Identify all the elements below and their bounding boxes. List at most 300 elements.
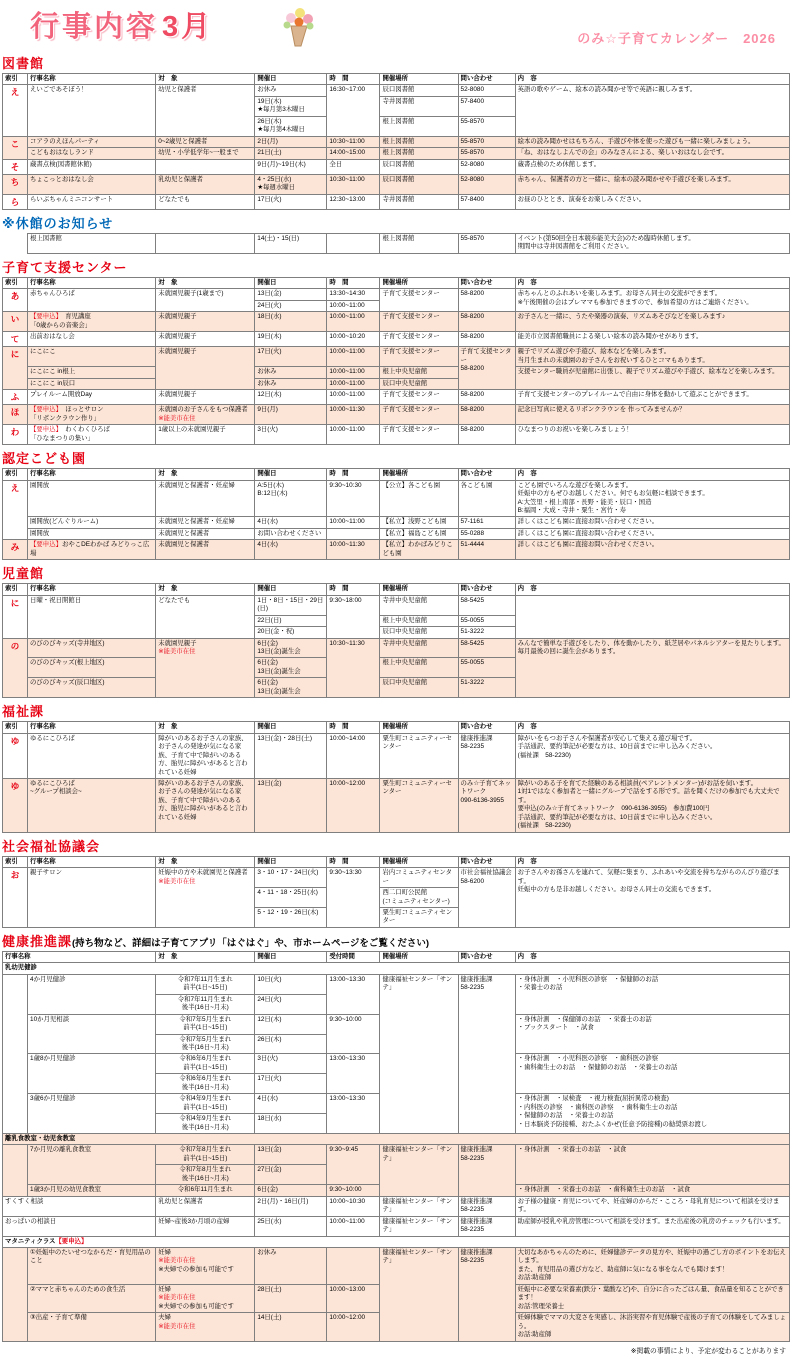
text: 6日(金)	[257, 659, 278, 667]
section-title-text: 認定こども園	[2, 451, 87, 467]
text: 14(土)・15(日)	[257, 234, 300, 242]
section-title-text: 児童館	[2, 566, 45, 582]
text: 行事名称	[5, 952, 31, 960]
column-header-cell	[3, 469, 28, 480]
text: ・身体計測 ・保健師のお話 ・栄養士のお話	[517, 1015, 652, 1023]
table-row	[3, 425, 790, 445]
table-cell	[380, 289, 458, 312]
table-cell	[156, 733, 255, 778]
table-cell	[327, 595, 380, 638]
red-text: ※能美市在住	[158, 877, 196, 885]
table-cell	[380, 627, 458, 638]
table-cell	[458, 540, 515, 560]
text: お休み	[257, 368, 277, 376]
text: 問い合わせ	[460, 723, 493, 731]
table-cell	[156, 1216, 255, 1236]
text: (福祉課 58-2230)	[517, 822, 571, 830]
text: 3歳6か月児健診	[30, 1095, 76, 1103]
text: 1対1ではなく参加者と一緒にグループで話をする形です。話を聞くだけの参加でも大丈夫です。	[517, 788, 780, 804]
text: 9:30~18:00	[329, 596, 362, 604]
text: ・栄養士のお話	[517, 984, 563, 992]
table-cell	[327, 1216, 380, 1236]
text: また、育児用品の選び方など、助産師に気になる事をなんでも聞けます！	[517, 1265, 729, 1273]
table-cell	[515, 347, 789, 367]
column-header-cell	[3, 951, 156, 962]
text: 開催日	[257, 470, 277, 478]
text: 西二口町公民館	[382, 889, 428, 897]
table-cell	[458, 116, 515, 136]
table-row	[3, 528, 790, 539]
text: 13:00~13:30	[329, 1095, 366, 1103]
table-row	[3, 405, 790, 425]
text: 索引	[5, 857, 18, 865]
table-cell	[255, 159, 327, 174]
table-cell	[255, 733, 327, 778]
table-cell	[28, 1284, 156, 1312]
table-cell	[3, 1236, 790, 1247]
text: 開催場所	[382, 470, 409, 478]
section-title-fukushika	[2, 701, 790, 720]
column-header-cell	[327, 469, 380, 480]
text: 「ひなまつりの集い」	[30, 434, 94, 442]
table-cell	[28, 390, 156, 405]
text: 51-3222	[460, 628, 485, 636]
text: 辰口図書館	[382, 160, 415, 168]
text: 22日(日)	[257, 616, 282, 624]
text: 寺井中央児童館	[382, 596, 428, 604]
table-cell	[380, 136, 458, 147]
text: 内 容	[517, 278, 537, 286]
text: こ	[10, 138, 20, 149]
table-cell	[255, 96, 327, 116]
text: ・身体計測 ・尿検査 ・視力検査(屈折異常の検査)	[517, 1095, 669, 1103]
text: イベント(第50回全日本競歩能美大会)のため臨時休館します。	[517, 234, 695, 242]
table-cell	[28, 1185, 156, 1196]
table-cell	[380, 974, 458, 1133]
text: ひなまつりのお祝いを楽しみましょう！	[517, 426, 633, 434]
text: 助産師が授乳や乳房管理について相談を受けます。また出産後の乳房のチェックも行います。	[517, 1217, 785, 1225]
text: 14:00~15:00	[329, 149, 366, 157]
column-header-cell	[3, 722, 28, 733]
text: 10:00~11:00	[329, 426, 365, 434]
section-title-text: 福祉課	[2, 704, 45, 720]
text: みんなで簡単な手遊びをしたり、体を動かしたり、紙芝居やパネルシアターを見たりします。	[517, 639, 785, 647]
table-cell	[458, 405, 515, 425]
text: ★毎月第3木曜日	[257, 106, 305, 114]
text: 辰口中央児童館	[382, 628, 428, 636]
text: 問い合わせ	[460, 585, 493, 593]
text: 58-6200	[460, 877, 485, 885]
column-header-cell	[515, 722, 789, 733]
table-cell	[28, 733, 156, 778]
section-title-shakyo	[2, 836, 790, 855]
text: 55-8570	[460, 137, 485, 145]
text: 粟生町コミュニティーセンター	[382, 734, 452, 751]
text: ちょこっとおはなし会	[30, 175, 94, 183]
column-header-cell	[515, 856, 789, 867]
text: 55-8570	[460, 149, 485, 157]
text: 3・10・17・24日(火)	[257, 869, 319, 877]
table-closure-notice	[27, 233, 790, 254]
text: 58-2235	[460, 1206, 485, 1214]
text: 1歳8か月児健診	[30, 1055, 76, 1063]
table-row	[3, 390, 790, 405]
text: 10:00~11:00	[329, 313, 365, 321]
table-cell	[28, 658, 156, 678]
table-cell	[458, 159, 515, 174]
table-row	[3, 1216, 790, 1236]
table-cell	[458, 974, 515, 1133]
table-cell	[255, 1014, 327, 1034]
text: 開催場所	[382, 75, 409, 82]
text: おっぱいの相談日	[5, 1217, 57, 1225]
text: 開催場所	[382, 723, 409, 731]
table-row	[3, 159, 790, 174]
table-cell	[255, 994, 327, 1014]
table-cell	[156, 289, 255, 312]
table-cell	[28, 974, 156, 1014]
table-cell	[380, 480, 458, 517]
text: 障がいのあるお子さんの家族、お子さんの発達が気になる家族、子育て中で障がいのある方、胎児に障がいがあると言われている妊婦	[158, 779, 248, 821]
text: 9:30~9:45	[329, 1146, 358, 1154]
table-cell	[327, 148, 380, 159]
text: 0~2歳児と保護者	[158, 137, 208, 145]
text: 13日(金)	[257, 1146, 282, 1154]
text: B:福岡・大成・寺井・粟生・宮竹・寿	[517, 507, 626, 515]
table-cell	[380, 1196, 458, 1216]
text: ゆ	[10, 780, 20, 791]
text: 20日(金・祝)	[257, 628, 295, 636]
text: 時 間	[329, 75, 349, 82]
table-cell	[255, 1313, 327, 1341]
table-cell	[28, 1313, 156, 1341]
table-cell	[156, 595, 255, 638]
text: 障がいのあるお子さんの家族、お子さんの発達が気になる家族、子育て中で障がいのある方、胎児に障がいがあると言われている妊婦	[158, 734, 248, 776]
column-header-cell	[458, 469, 515, 480]
text: 障がいのある子を育てた経験のある相談員(ペアレントメンター)がお話を伺います。	[517, 779, 758, 787]
table-row	[3, 347, 790, 367]
bouquet-icon	[277, 4, 321, 53]
text: 6日(金)	[257, 639, 278, 647]
text: 後半(16日~月末)	[181, 1123, 229, 1131]
text: 2日(月)	[257, 137, 278, 145]
text: B:12日(木)	[257, 490, 288, 498]
table-cell	[255, 888, 327, 908]
text: ・内科医の診察 ・歯科医の診察 ・歯科衛生士のお話	[517, 1103, 678, 1111]
text: 園開放(どんぐりルーム)	[30, 518, 99, 526]
text: お休み	[257, 86, 277, 94]
text: ・身体計測 ・栄養士のお話 ・歯科衛生士のお話 ・試食	[517, 1186, 691, 1194]
section-kenko-suishin	[2, 931, 790, 1342]
table-cell	[255, 194, 327, 209]
index-cell	[3, 405, 28, 425]
table-cell	[458, 1145, 515, 1196]
text: 開催日	[257, 723, 277, 731]
table-cell	[515, 289, 789, 312]
header-row	[3, 584, 790, 595]
text: 出前おはなし会	[30, 333, 75, 341]
text: 大切なあかちゃんのために、妊婦健診データの見方や、妊娠中の過ごし方のポイントをお伝えします。	[517, 1249, 786, 1265]
column-header-cell	[255, 722, 327, 733]
section-fukushika	[2, 701, 790, 832]
section-jidokan	[2, 563, 790, 698]
text: 根上図書館	[30, 234, 62, 242]
table-cell	[327, 1313, 380, 1341]
text: 25日(水)	[257, 1217, 282, 1225]
text: 対 象	[158, 857, 178, 865]
table-cell	[458, 425, 515, 445]
table-cell	[327, 312, 380, 332]
table-row	[3, 148, 790, 159]
table-cell	[28, 289, 156, 312]
table-cell	[380, 96, 458, 116]
text: 行事名称	[30, 723, 56, 731]
text: 健康推進課	[460, 975, 493, 983]
column-header-cell	[327, 584, 380, 595]
table-cell	[156, 1114, 255, 1134]
table-row	[28, 233, 790, 253]
text: 開催日	[257, 585, 277, 593]
column-header-cell	[156, 722, 255, 733]
header-row	[3, 469, 790, 480]
table-cell	[515, 1284, 789, 1312]
text: 26日(木)	[257, 117, 282, 125]
table-cell	[156, 1284, 255, 1312]
calendar-label: のみ☆子育てカレンダー 2026	[577, 31, 776, 46]
table-cell	[327, 194, 380, 209]
table-fukushika	[2, 721, 790, 832]
text: 内 容	[517, 857, 537, 865]
text: 令和6年6月生まれ	[179, 1055, 232, 1063]
table-cell	[156, 638, 255, 698]
text: そ	[10, 161, 20, 172]
table-kodomoen	[2, 468, 790, 560]
text: 10:00~12:00	[329, 1314, 366, 1322]
text: 4・25日(水)	[257, 175, 292, 183]
text: 時 間	[329, 723, 349, 731]
table-cell	[515, 1248, 789, 1285]
text: 58-8200	[460, 290, 485, 298]
table-cell	[28, 678, 156, 698]
column-header-cell	[28, 584, 156, 595]
text: 粟生町コミュニティーセンター	[382, 779, 452, 796]
table-cell	[380, 678, 458, 698]
text: 辰口図書館	[382, 86, 415, 94]
text: お	[10, 870, 20, 881]
text: 後半(16日~月末)	[181, 1043, 229, 1051]
index-cell	[3, 733, 28, 778]
text: 市社会福祉協議会	[460, 869, 512, 877]
table-cell	[380, 528, 458, 539]
index-cell	[3, 332, 28, 347]
column-header-cell	[255, 469, 327, 480]
text: 13日(金)	[257, 290, 282, 298]
table-cell	[28, 347, 156, 367]
text: 開催日	[257, 75, 277, 82]
table-cell	[327, 405, 380, 425]
text: にこにこ in辰口	[30, 379, 76, 387]
table-cell	[458, 85, 515, 96]
table-cell	[255, 116, 327, 136]
text: お休み	[257, 379, 277, 387]
text: 各こども園	[460, 481, 493, 489]
text: 4・11・18・25日(水)	[257, 889, 318, 897]
table-cell	[255, 907, 327, 927]
text: こどもおはなしランド	[30, 149, 94, 157]
table-cell	[156, 528, 255, 539]
text: に	[10, 349, 20, 360]
table-cell	[515, 1313, 789, 1341]
table-cell	[515, 778, 789, 832]
text: 10:00~11:30	[329, 406, 365, 414]
text: 令和6年11月生まれ	[177, 1186, 233, 1194]
table-row	[3, 136, 790, 147]
table-cell	[255, 378, 327, 389]
column-header-cell	[28, 469, 156, 480]
column-header-cell	[28, 722, 156, 733]
table-cell	[156, 390, 255, 405]
table-cell	[156, 1313, 255, 1341]
text: 令和4年9月生まれ	[179, 1115, 232, 1123]
index-cell	[3, 347, 28, 390]
text: 前半(1日~15日)	[183, 1154, 228, 1162]
table-row	[3, 85, 790, 96]
table-cell	[156, 136, 255, 147]
text: 索引	[5, 470, 18, 478]
table-cell	[380, 658, 458, 678]
text: 未就園児親子(1歳まで)	[158, 290, 224, 298]
table-cell	[458, 312, 515, 332]
text: 58-5425	[460, 639, 485, 647]
column-header-cell	[458, 856, 515, 867]
table-cell	[3, 1134, 790, 1145]
table-shakyo	[2, 856, 790, 928]
table-cell	[327, 517, 380, 528]
table-cell	[255, 778, 327, 832]
text: 内 容	[517, 585, 537, 593]
text: 9:30~10:00	[329, 1015, 362, 1023]
text: 12:30~13:00	[329, 195, 366, 203]
text: お子様の健康・育児についてや、妊産婦のからだ・こころ・母乳育児について相談を受けます。	[517, 1197, 780, 1214]
text: 当月生まれの未就園のお子さんをお祝いするひとコマもあります。	[517, 356, 709, 364]
text: 52-8080	[460, 160, 485, 168]
table-cell	[28, 1054, 156, 1094]
table-cell	[458, 627, 515, 638]
text: 58-8200	[460, 313, 485, 321]
text: 園開放	[30, 481, 50, 489]
text: 10:00~11:00	[329, 1217, 365, 1225]
table-cell	[380, 347, 458, 367]
text: 「ね、おはなしよんでの会」のみなさんによる、楽しいおはなし会です。	[517, 149, 728, 157]
section-title-closure-notice	[2, 213, 790, 232]
table-cell	[458, 174, 515, 194]
text: 健康推進課	[460, 1146, 493, 1154]
text: 子育て支援センター	[460, 348, 512, 364]
text: ゆ	[10, 735, 20, 746]
text: 2日(月)・16日(月)	[257, 1197, 309, 1205]
table-cell	[156, 332, 255, 347]
table-cell	[380, 332, 458, 347]
table-cell	[28, 638, 156, 658]
table-cell	[255, 528, 327, 539]
table-cell	[28, 528, 156, 539]
table-cell	[515, 1216, 789, 1236]
table-cell	[3, 1216, 156, 1236]
header-row	[3, 277, 790, 288]
text: 親子サロン	[30, 869, 62, 877]
text: 55-0288	[460, 529, 485, 537]
table-cell	[515, 233, 789, 253]
table-cell	[515, 528, 789, 539]
text: 17日(火)	[257, 1075, 282, 1083]
table-cell	[255, 233, 327, 253]
text: 未就園児親子	[158, 333, 197, 341]
text: 55-0055	[460, 659, 485, 667]
table-cell	[380, 116, 458, 136]
table-cell	[515, 1014, 789, 1054]
table-cell	[28, 85, 156, 136]
text: い	[10, 314, 20, 325]
text: 詳しくはこども園に直接お問い合わせください。	[517, 529, 659, 537]
table-cell	[156, 1074, 255, 1094]
table-row	[3, 174, 790, 194]
table-cell	[156, 974, 255, 994]
table-cell	[515, 85, 789, 136]
column-header-cell	[327, 74, 380, 85]
text: 毎月最後の回に誕生会があります。	[517, 648, 620, 655]
text: のびのびキッズ(辰口地区)	[30, 679, 105, 687]
table-cell	[515, 312, 789, 332]
text: ゆるにこひろば	[30, 779, 75, 787]
column-header-cell	[380, 951, 458, 962]
table-cell	[327, 1248, 380, 1285]
table-cell	[327, 480, 380, 517]
text: 健康推進課	[460, 1197, 493, 1205]
text: 赤ちゃん、保護者の方と一緒に、絵本の読み聞かせや手遊びを楽しみます。	[517, 175, 735, 183]
text: 根上図書館	[382, 117, 415, 125]
text: 57-8400	[460, 97, 485, 105]
table-cell	[458, 1196, 515, 1216]
text: 10:00~14:00	[329, 734, 366, 742]
table-cell	[156, 159, 255, 174]
text: 58-2235	[460, 1154, 485, 1162]
table-cell	[28, 194, 156, 209]
text: 辰口中央児童館	[382, 379, 428, 387]
table-cell	[28, 1014, 156, 1054]
red-text: 【要申込】	[30, 406, 66, 414]
text: 9日(月)~19日(木)	[257, 160, 306, 168]
table-cell	[327, 1014, 380, 1054]
table-cell	[255, 1196, 327, 1216]
text: 17日(火)	[257, 348, 282, 356]
text: 【私立】浅野こども園	[382, 518, 447, 526]
column-header-cell	[458, 584, 515, 595]
text: ・身体計測 ・小児科医の診察 ・歯科医の診察	[517, 1055, 659, 1063]
table-cell	[3, 1145, 28, 1196]
table-cell	[380, 378, 458, 389]
table-cell	[156, 174, 255, 194]
column-header-cell	[327, 277, 380, 288]
text: 詳しくはこども園に直接お問い合わせください。	[517, 541, 659, 549]
table-cell	[28, 332, 156, 347]
text: 10:30~11:00	[329, 175, 365, 183]
text: 対 象	[158, 75, 178, 82]
text: どなたでも	[158, 195, 191, 203]
text: 行事名称	[30, 857, 56, 865]
text: 子育て支援センター	[382, 348, 440, 356]
index-cell	[3, 480, 28, 540]
table-row	[3, 1248, 790, 1285]
